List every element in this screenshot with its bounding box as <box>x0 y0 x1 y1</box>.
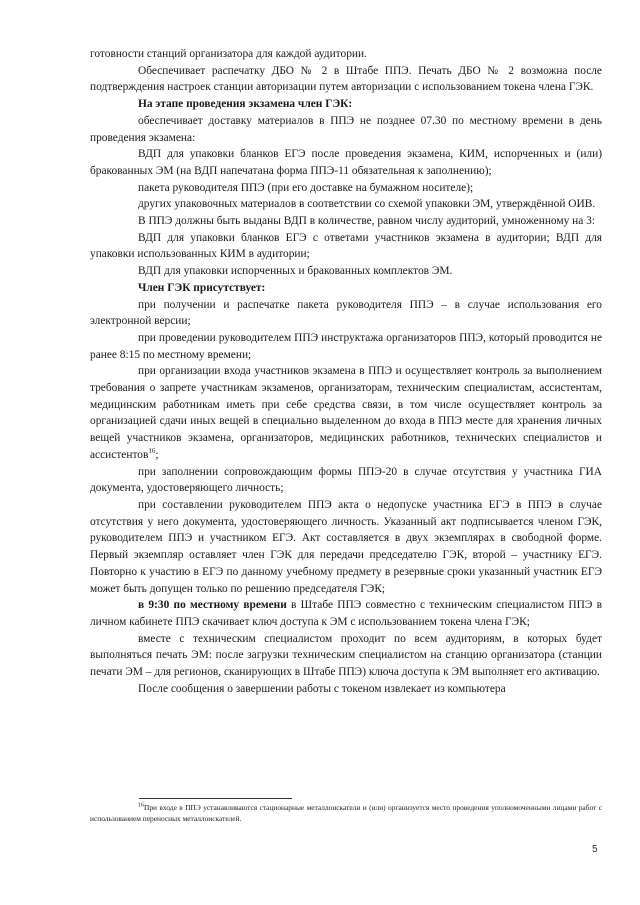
paragraph <box>90 363 602 463</box>
paragraph <box>90 263 602 280</box>
paragraph-lead: в 9:30 по местному времени <box>138 599 287 612</box>
paragraph-text: обеспечивает доставку материалов в ППЭ не позднее 07.30 по местному времени в день проведения экзамена: <box>90 114 602 144</box>
paragraph <box>90 196 602 213</box>
paragraph <box>90 280 602 297</box>
paragraph-text: пакета руководителя ППЭ (при его доставке на бумажном носителе); <box>138 181 474 194</box>
footnote-mark: 16 <box>138 802 144 809</box>
paragraph <box>90 180 602 197</box>
footnote-text: При входе в ППЭ устанавливаются стационарные металлоискатели и (или) организуется место проведения уполномоченными лицами работ с использованием переносных металлоискателей. <box>90 803 602 823</box>
paragraph <box>90 464 602 497</box>
paragraph-text: ВДП для упаковки бланков ЕГЭ после проведения экзамена, КИМ, испорченных и (или) бракованных ЭМ (на ВДП напечатана форма ППЭ-11 обязательная к заполнению); <box>90 148 602 177</box>
paragraph <box>90 96 602 113</box>
paragraph-text: при заполнении сопровождающим формы ППЭ-20 в случае отсутствия у участника ГИА документа, удостоверяющего личность; <box>90 465 602 495</box>
paragraph-text: Обеспечивает распечатку ДБО № 2 в Штабе ППЭ. Печать ДБО № 2 возможна после подтверждения настроек станции авторизации путем авторизации с использованием токена члена ГЭК. <box>90 64 602 94</box>
paragraph-text: при проведении руководителем ППЭ инструктажа организаторов ППЭ, который проводится не ранее 8:15 по местному времени; <box>90 331 602 361</box>
paragraph <box>90 631 602 681</box>
paragraph-text: при организации входа участников экзамена в ППЭ и осуществляет контроль за выполнением требования о запрете участникам экзаменов, организаторам, техническим специалистам, ассистентам, медицинским работникам иметь при себе средства связи, в том числе осуществляет контроль за организацией сдачи иных вещей в специально выделенном до входа в ППЭ месте для хранения личных вещей участников экзамена, организаторов, медицинских работников, технических специалистов и ассистентов <box>90 365 602 461</box>
paragraph-text: В ППЭ должны быть выданы ВДП в количестве, равном числу аудиторий, умноженному на 3: <box>138 215 596 228</box>
footnote-ref: 16 <box>148 447 156 456</box>
paragraph <box>90 597 602 630</box>
paragraph <box>90 297 602 330</box>
paragraph <box>90 213 602 230</box>
paragraph <box>90 46 602 63</box>
paragraph-text: вместе с техническим специалистом проходит по всем аудиториям, в которых будет выполняться печать ЭМ: после загрузки техническим специалистом на станцию организатора (станции печати ЭМ – для регионов, сканирующих в Штабе ППЭ) ключа доступа к ЭМ выполняет его активацию. <box>90 632 602 679</box>
paragraph-text: Член ГЭК присутствует: <box>138 281 266 294</box>
paragraph <box>90 230 602 263</box>
document-body <box>90 46 602 697</box>
paragraph-text: других упаковочных материалов в соответствии со схемой упаковки ЭМ, утверждённой ОИВ. <box>138 198 596 211</box>
paragraph-text: в Штабе ППЭ совместно с техническим специалистом ППЭ в личном кабинете ППЭ скачивает ключ доступа к ЭМ с использованием токена члена ГЭК; <box>90 599 602 628</box>
paragraph-text: при получении и распечатке пакета руководителя ППЭ – в случае использования его электронной версии; <box>90 298 602 328</box>
paragraph-text: После сообщения о завершении работы с токеном извлекает из компьютера <box>138 682 506 695</box>
page-number: 5 <box>592 844 598 855</box>
paragraph <box>90 330 602 363</box>
paragraph <box>90 63 602 96</box>
paragraph-text: при составлении руководителем ППЭ акта о недопуске участника ЕГЭ в ППЭ в случае отсутствия у него документа, удостоверяющего личность. Указанный акт подписывается членом ГЭК, руководителем ППЭ и участником ЕГЭ. Акт составляется в двух экземплярах в свободной форме. Первый экземпляр оставляет член ГЭК для передачи председателю ГЭК, второй – участнику ЕГЭ. Повторно к участию в ЕГЭ по данному учебному предмету в резервные сроки указанный участник ЕГЭ может быть допущен только по решению председателя ГЭК; <box>90 498 602 595</box>
paragraph-tail: ; <box>155 448 159 461</box>
paragraph-text: ВДП для упаковки испорченных и бракованных комплектов ЭМ. <box>138 265 453 278</box>
paragraph-text: ВДП для упаковки бланков ЕГЭ с ответами участников экзамена в аудитории; ВДП для упаковки использованных КИМ в аудитории; <box>90 231 602 261</box>
paragraph <box>90 681 602 698</box>
paragraph <box>90 146 602 179</box>
paragraph <box>90 113 602 146</box>
footnote-separator <box>139 798 292 799</box>
paragraph-text: На этапе проведения экзамена член ГЭК: <box>138 98 353 111</box>
footnote <box>90 803 602 824</box>
paragraph <box>90 497 602 597</box>
paragraph-text: готовности станций организатора для каждой аудитории. <box>90 48 367 60</box>
